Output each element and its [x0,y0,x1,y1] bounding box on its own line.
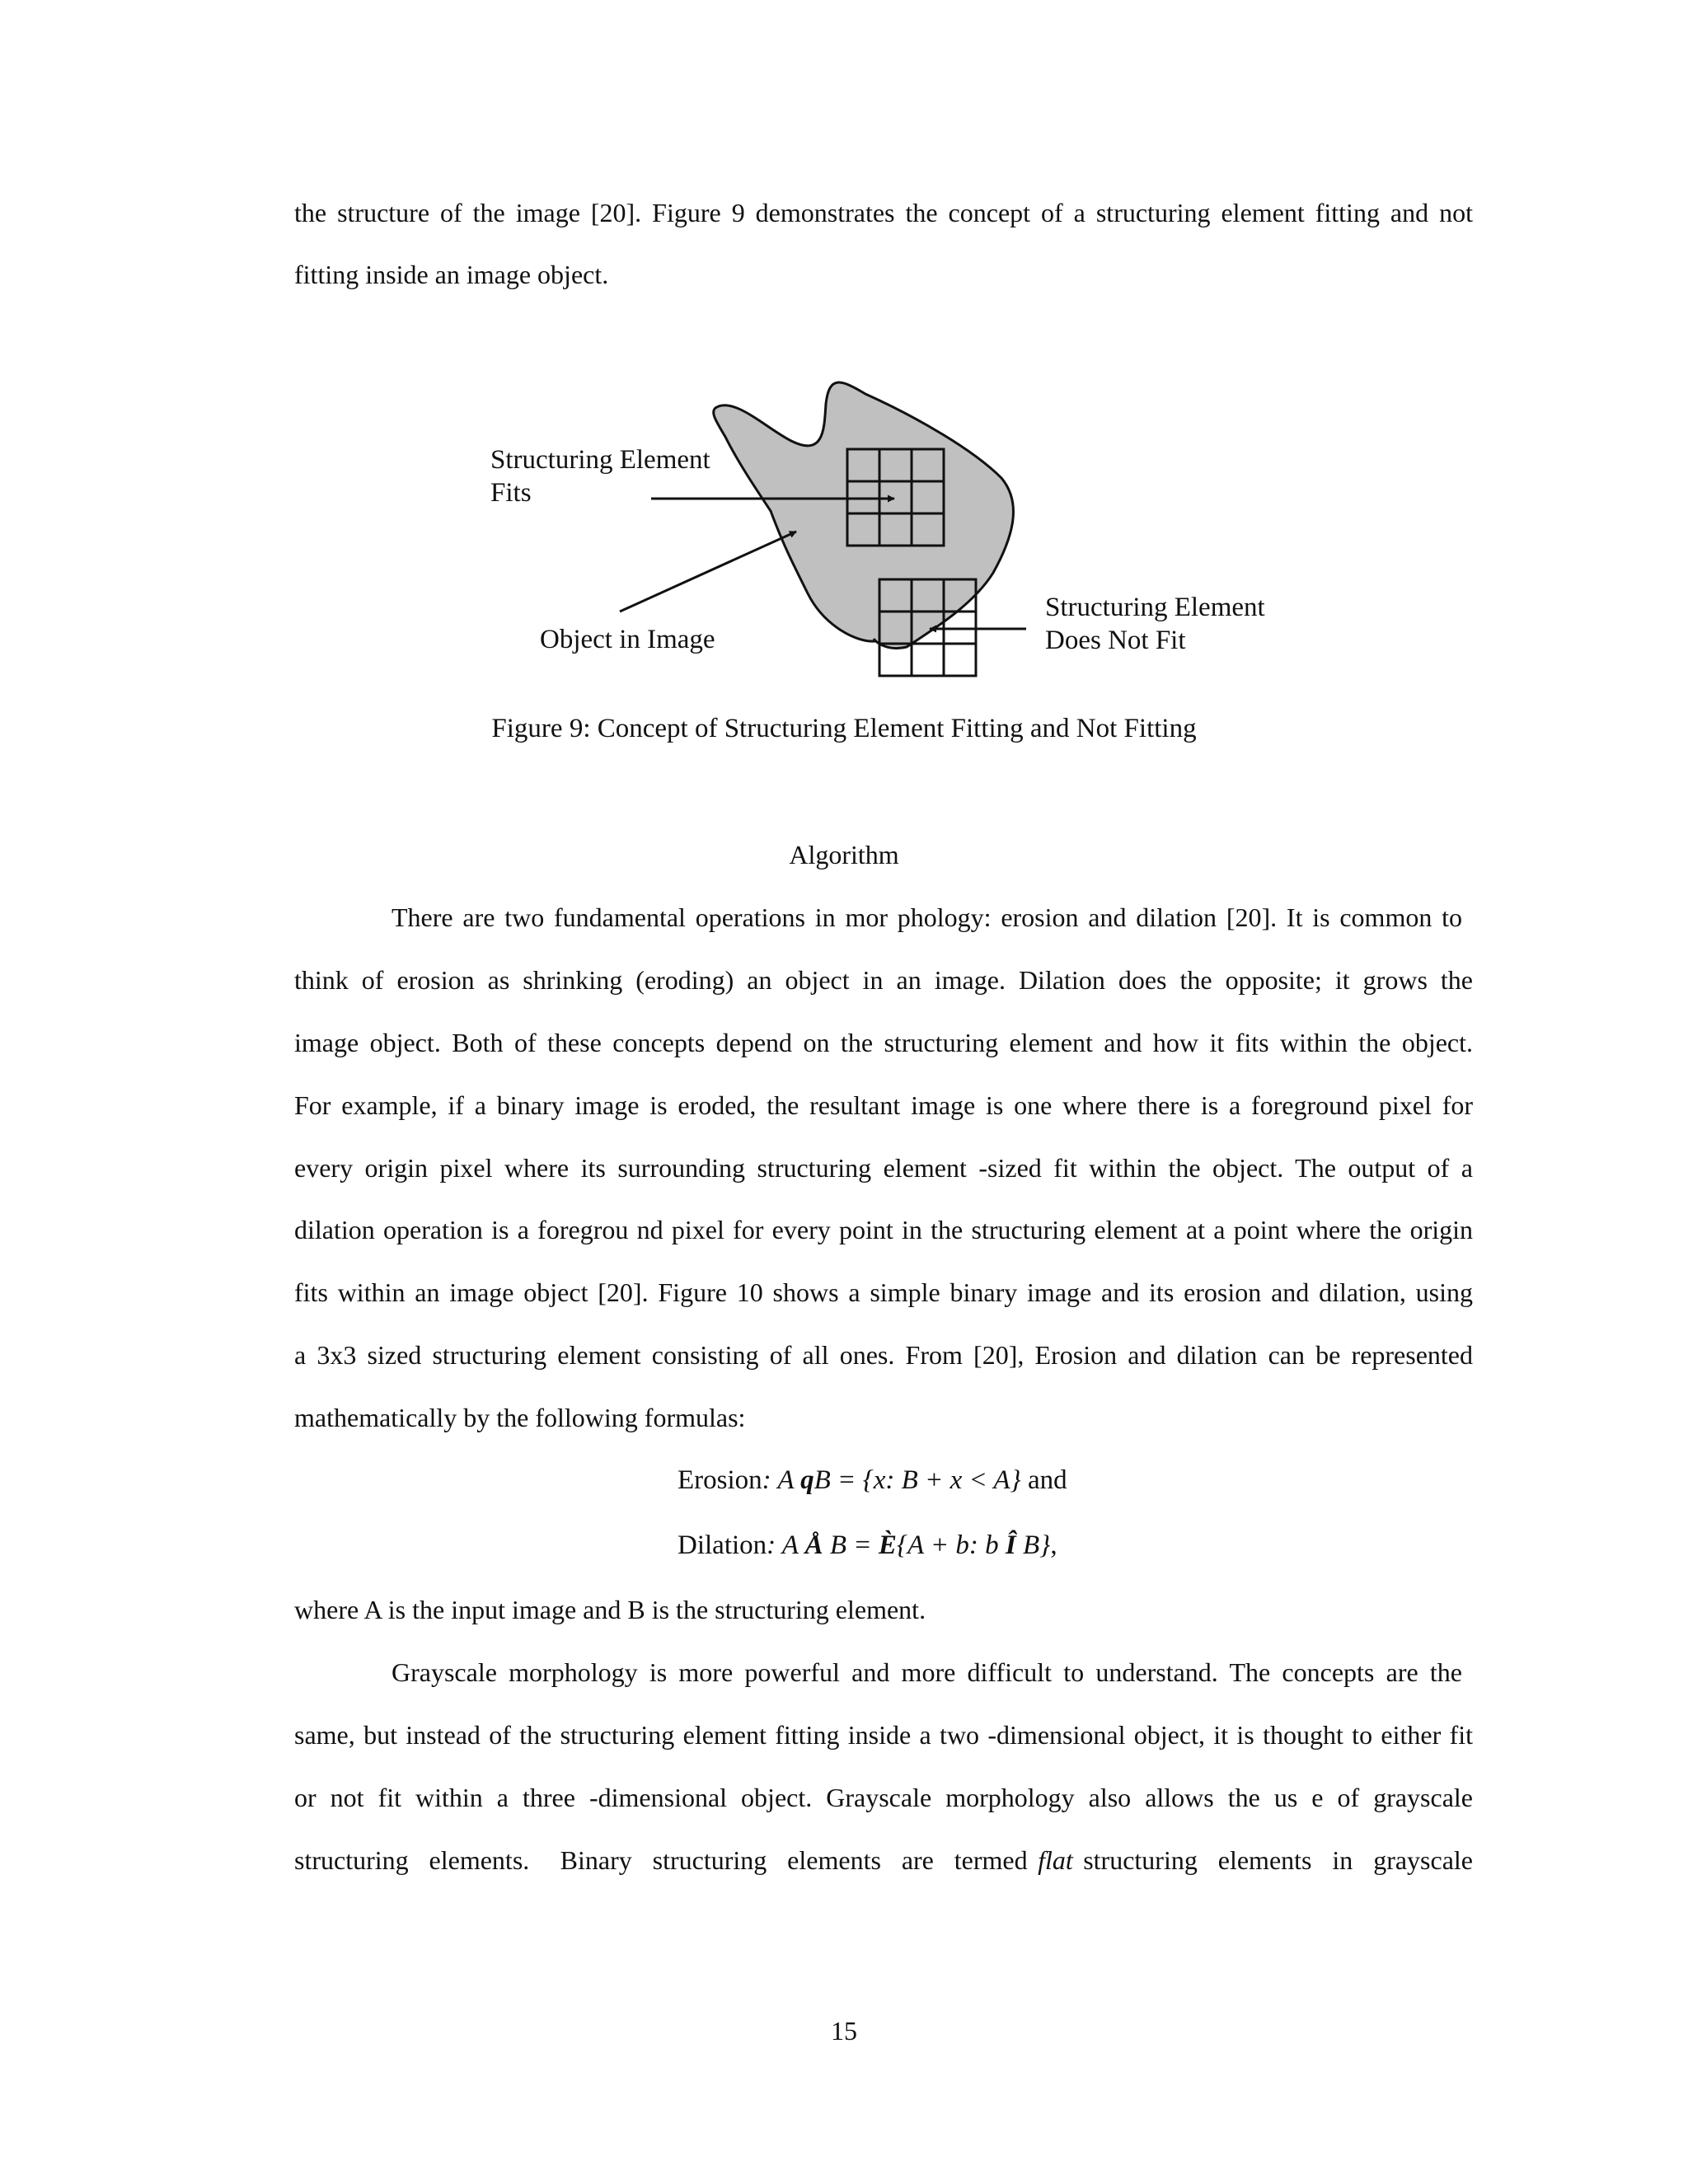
paragraph-1-line-1: There are two fundamental operations in mor phology: erosion and dilation [20]. It is common to [392,902,1462,932]
term-flat: flat [1038,1845,1073,1875]
label-not-fit-line1: Structuring Element [1045,593,1265,622]
page-number: 15 [831,2016,857,2046]
dilation-formula [678,1527,1057,1563]
dilation-name: Dilation [678,1530,767,1560]
dilation-element-of: Î [1005,1530,1016,1560]
paragraph-1-line-9: mathematically by the following formulas: [294,1403,746,1432]
label-object-in-image: Object in Image [540,625,715,654]
erosion-name: Erosion [678,1465,762,1495]
erosion-formula [678,1462,1067,1498]
last-line-before: structuring elements. Binary structuring elements are termed [294,1845,1039,1875]
dilation-lhs: : A [767,1530,805,1560]
dilation-tail: , [1050,1530,1057,1560]
body-line-2: fitting inside an image object. [294,260,609,289]
paragraph-1-line-2: think of erosion as shrinking (eroding) an object in an image. Dilation does the opposite; it grows the [294,965,1473,995]
paragraph-2-line-4 [294,1844,1473,1877]
erosion-tail: and [1020,1465,1067,1495]
label-fits-line2: Fits [490,478,532,508]
paragraph-1-line-7: fits within an image object [20]. Figure 10 shows a simple binary image and its erosion and dilation, using [294,1277,1473,1307]
paragraph-1-line-4: For example, if a binary image is eroded, the resultant image is one where there is a foreground pixel for [294,1090,1473,1120]
dilation-set: {A + b: b [896,1530,1006,1560]
paragraph-1-line-5: every origin pixel where its surrounding structuring element -sized fit within the object. The output of a [294,1153,1473,1183]
erosion-rhs: B = {x: B + x < A} [814,1465,1021,1495]
paragraph-1-line-3: image object. Both of these concepts depend on the structuring element and how it fits within the object. [294,1028,1473,1057]
erosion-lhs: : A [762,1465,801,1495]
label-fits-line1: Structuring Element [490,445,710,475]
dilation-operator: Å [804,1530,823,1560]
object-in-image-shape [714,382,1014,649]
arrow-object [620,532,796,612]
section-heading: Algorithm [789,840,899,869]
paragraph-2-line-3: or not fit within a three -dimensional object. Grayscale morphology also allows the us e of grayscale [294,1783,1473,1812]
figure-9-diagram [0,0,1688,742]
paragraph-2-line-1: Grayscale morphology is more powerful and more difficult to understand. The concepts are the [392,1657,1462,1687]
body-line-1: the structure of the image [20]. Figure 9 demonstrates the concept of a structuring element fitting and not [294,198,1473,227]
paragraph-1-line-8: a 3x3 sized structuring element consisting of all ones. From [20], Erosion and dilation can be represented [294,1340,1473,1370]
erosion-operator: q [800,1465,814,1495]
dilation-end: B} [1015,1530,1051,1560]
dilation-union: È [878,1530,897,1560]
where-line: where A is the input image and B is the structuring element. [294,1595,926,1624]
last-line-after: structuring elements in grayscale [1072,1845,1474,1875]
dilation-mid: B = [823,1530,879,1560]
paragraph-1-line-6: dilation operation is a foregrou nd pixel for every point in the structuring element at a point where the origin [294,1215,1473,1244]
figure-caption: Figure 9: Concept of Structuring Element Fitting and Not Fitting [491,714,1197,743]
paragraph-2-line-2: same, but instead of the structuring element fitting inside a two -dimensional object, it is thought to either fit [294,1720,1473,1750]
label-not-fit-line2: Does Not Fit [1045,626,1186,655]
